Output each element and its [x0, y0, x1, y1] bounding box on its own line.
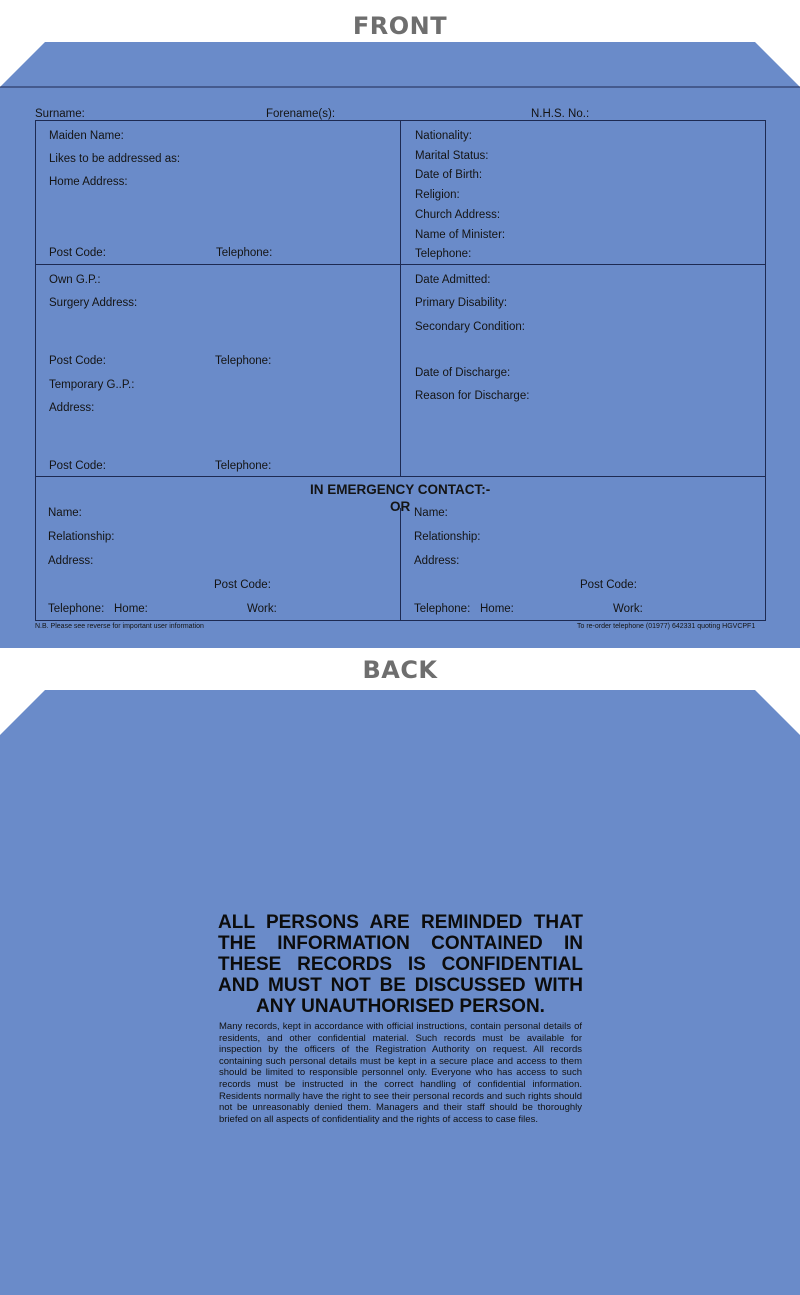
- post-code-label: Post Code:: [49, 247, 106, 259]
- surgery-address-label: Surgery Address:: [49, 297, 138, 309]
- emergency-work-label: Work:: [247, 603, 277, 615]
- emergency-telephone-label: Telephone:: [48, 603, 105, 615]
- reason-for-discharge-label: Reason for Discharge:: [415, 390, 530, 402]
- emergency-contact-title: IN EMERGENCY CONTACT:-: [310, 482, 491, 497]
- emergency-relationship-label: Relationship:: [48, 531, 115, 543]
- telephone-label: Telephone:: [415, 248, 472, 260]
- emergency-address-label: Address:: [414, 555, 460, 567]
- confidentiality-notice-body: Many records, kept in accordance with official instructions, contain personal details of residents, and other confidential material. Such records must be available for inspection by the officers of the Registration Authority on request. All records containing such personal details must be kept in a secure place and access to them should be limited to responsible personnel only. Everyone who has access to such records must be instructed in the correct handling of confidential information. Residents normally have the right to see their personal records and such rights should not be unreasonably denied them. Managers and their staff should be thoroughly briefed on all aspects of confidentiality and the rights of access to case files.: [219, 1021, 582, 1125]
- own-gp-label: Own G.P.:: [49, 274, 101, 286]
- grid-border-left: [35, 120, 36, 621]
- telephone-label: Telephone:: [215, 460, 272, 472]
- emergency-relationship-label: Relationship:: [414, 531, 481, 543]
- maiden-name-label: Maiden Name:: [49, 130, 124, 142]
- date-of-discharge-label: Date of Discharge:: [415, 367, 511, 379]
- back-heading: BACK: [362, 656, 438, 684]
- emergency-telephone-label: Telephone:: [414, 603, 471, 615]
- nationality-label: Nationality:: [415, 130, 472, 142]
- back-folder: [0, 690, 800, 1295]
- likes-addressed-label: Likes to be addressed as:: [49, 153, 181, 165]
- marital-status-label: Marital Status:: [415, 150, 489, 162]
- grid-border-right: [765, 120, 766, 621]
- telephone-label: Telephone:: [216, 247, 273, 259]
- post-code-label: Post Code:: [49, 460, 106, 472]
- date-admitted-label: Date Admitted:: [415, 274, 491, 286]
- primary-disability-label: Primary Disability:: [415, 297, 508, 309]
- secondary-condition-label: Secondary Condition:: [415, 321, 525, 333]
- address-label: Address:: [49, 402, 95, 414]
- forenames-label: Forename(s):: [266, 108, 336, 120]
- church-address-label: Church Address:: [415, 209, 501, 221]
- emergency-post-code-label: Post Code:: [580, 579, 637, 591]
- emergency-home-label: Home:: [480, 603, 514, 615]
- date-of-birth-label: Date of Birth:: [415, 169, 483, 181]
- footer-note: N.B. Please see reverse for important user information: [35, 623, 204, 630]
- emergency-name-label: Name:: [414, 507, 448, 519]
- post-code-label: Post Code:: [49, 355, 106, 367]
- nhs-number-label: N.H.S. No.:: [531, 108, 590, 120]
- grid-center-upper: [400, 120, 401, 477]
- emergency-name-label: Name:: [48, 507, 82, 519]
- confidentiality-notice-title: ALL PERSONS ARE REMINDED THAT THE INFORMATION CONTAINED IN THESE RECORDS IS CONFIDENTIAL AND MUST NOT BE DISCUSSED WITH ANY UNAUTHORISED PERSON.: [218, 912, 583, 1017]
- religion-label: Religion:: [415, 189, 460, 201]
- surname-label: Surname:: [35, 108, 85, 120]
- emergency-or-label: OR: [390, 499, 411, 514]
- front-folder: [0, 42, 800, 648]
- footer-reorder-note: To re-order telephone (01977) 642331 quoting HGVCPF1: [577, 623, 756, 630]
- front-heading: FRONT: [352, 12, 448, 40]
- name-of-minister-label: Name of Minister:: [415, 229, 506, 241]
- emergency-work-label: Work:: [613, 603, 643, 615]
- home-address-label: Home Address:: [49, 176, 128, 188]
- emergency-address-label: Address:: [48, 555, 94, 567]
- emergency-home-label: Home:: [114, 603, 148, 615]
- grid-center-lower: [400, 508, 401, 621]
- temporary-gp-label: Temporary G..P.:: [49, 379, 135, 391]
- emergency-post-code-label: Post Code:: [214, 579, 271, 591]
- telephone-label: Telephone:: [215, 355, 272, 367]
